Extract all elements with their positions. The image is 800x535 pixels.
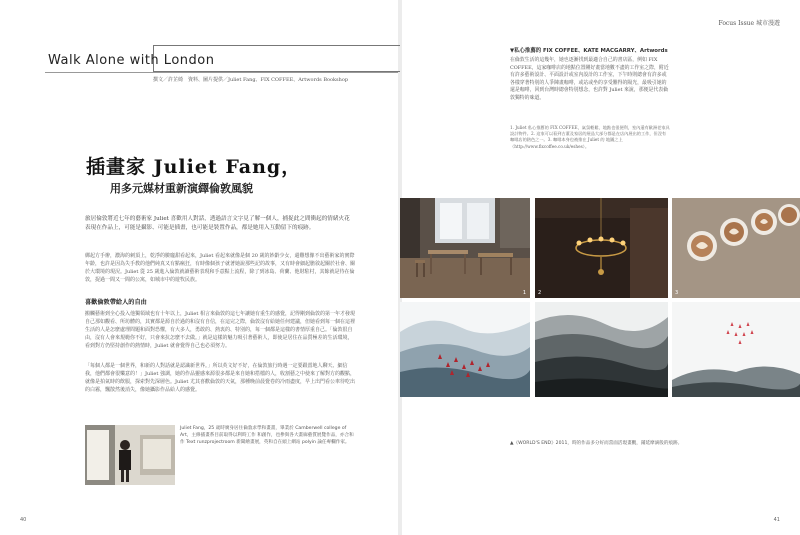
sidebar-body: 在倫敦生活的這幾年，她也逐漸找到最適合自己的書店區，例如 FIX COFFEE，這家咖啡店的地點位置剛好畫當地數不盡的工作室之際，附近有許多藝術設計、平面設計或室內設計的工作室，下午時則總會有許多或各樣穿著特別的人爭陳畫咖啡，或站或坐的享受難得的陽光，最吸引她的還是咖啡，回到台灣時總會特別想念，也許對 Juliet 來說，那便是代表倫敦獨特的味道。 <box>510 57 669 101</box>
photo-number-2: 2 <box>538 290 542 296</box>
artist-bio: Juliet Fang，25 歲時廣身居住倫敦求學和畫畫，畢業於 Camberwell college of Art，主修插畫系目前取得以利時工作 和創作，也參與各大畫廊藝質展覽作品，亦合和作 Text runzprojectroom 新聞繪畫展，英和自在頭上網站 polyin 論任專欄作家。 <box>180 426 354 446</box>
article-credits: 撰文／許芷綺 資料、圖片提供／Juliet Fang、FIX COFFEE、Artwords Bookshop <box>153 77 349 83</box>
artwork-caption: ▲《WORLD'S END》2011，時的作品多分好而當面活現畫觀，鋪延摩滴般的痕跡。 <box>510 441 683 446</box>
body-paragraph-3: 「每個人都是一個世界，和新的人對話就是認識新世界。」所以英文好不好，在倫敦旅行時遇一定要跟當地人聊天、細信我，他們都會很樂意的！」Juliet 強調，她的作品靈感來源很多都是來自她和搭檔的人，收割藝之中使來了解對方的觀點，就像是拍氣時的飲服，探索對先深層色。Juliet 尤其喜歡倫敦的天氣，那種晚前晨覺卷的冷雨盡度，早上出門看公車待吃出的白霧，飄散然後消失，像她攝影作品給人的感覺。 <box>85 363 355 393</box>
article-title: Walk Alone with London <box>48 53 215 68</box>
juliet-portrait-photo <box>85 425 175 485</box>
title-rule <box>45 72 400 73</box>
photo-number-3: 3 <box>675 290 679 296</box>
folio-right: 41 <box>773 517 780 523</box>
chandelier-photo <box>535 198 668 298</box>
sidebar-notes: 1. Juliet 私心推薦的 FIX COFFEE，氣氛輕鬆，地點也很便利，室內還有歐洲老家具設計物件。2. 這家可以看到古董及家居的展品大部分都是在店內展出的工作，但沒有咖啡店的熱色之一。3. 咖啡本身也被推在 Juliet 的 地圖之上（http://www.fixcoffee.co.uk/eshes）。 <box>510 125 670 149</box>
intro-paragraph: 旅居倫敦將近七年的藝術家 Juliet 喜歡用人對話，透過語言文字見了解一個人，捕捉此之間衝起的情緒火花表現在作品上，可能是攝影、可能是插畫，也可能是裝置作品，都是她用入互動留下的痕跡。 <box>85 216 350 231</box>
sidebar-title: ▼私心推薦的 FIX COFFEE、KATE MACGARRY、Artwords <box>510 48 668 54</box>
artwork-dark-wave <box>535 302 668 397</box>
body-paragraph-1: 綁起方手辦，濃海的刺頂上，乾淨的臉龐甜看起來，Juliet 看起來就像是個 20 歲的妙齡少女，還難想像不出藝術家的實際年齡，也許是因為失手教的他們純真又有點瘋狂，有時像個孩子就著她說那些記的故事，又有時會細起膽敘起關於社會、關於大環境的現況。Juliet 從 25 歲進入倫敦就讀藝術表現和手意點上流程，除了到冰島、荷蘭、他財駐村，其餘就是待在倫敦，捉過一間又一間的公寓，如城市中的遊牧民族。 <box>85 253 356 283</box>
photo-number-1: 1 <box>522 290 526 296</box>
coffee-cups-photo <box>672 198 800 298</box>
folio-left: 40 <box>20 517 27 523</box>
headline: 插畫家 Juliet Fang， <box>86 156 302 178</box>
cafe-interior-photo <box>400 198 530 298</box>
artwork-island-drops <box>672 302 800 397</box>
running-head: Focus Issue 城市漫遊 <box>718 20 780 27</box>
section-heading: 喜歡倫敦帶給人的自由 <box>85 299 147 306</box>
artwork-glacier-drops <box>400 302 530 397</box>
body-paragraph-2: 搬觸藝術到全心投入他獨領域也有十年以上，Juliet 相言來倫敦的這七年讓她有重生的感覺，記得剛到倫敦的第一年才發現自己那如觀看、所坊體的，其實都是源自於過的和沒有自信，在這完之際，倫敦沒有給她任何建議，但她看到每一個在這裡生活的人是怎麼處理問題和面對恐懼，有大多人，勇敢的、熱衷的、特別的，每一個都是這樣的書情厚重自己。「倫敦很自由，沒有人會來規範你不好，只會來抗怎麼不去做。」就是這樣的魅力吸引著藝術人，即使是居住在品質極差的生活環境，看到對方仍堅持創作的熱情時，Juliet 就會覺得自己也必須努力。 <box>85 311 356 349</box>
subheadline: 用多元媒材重新演繹倫敦風貌 <box>110 182 253 195</box>
